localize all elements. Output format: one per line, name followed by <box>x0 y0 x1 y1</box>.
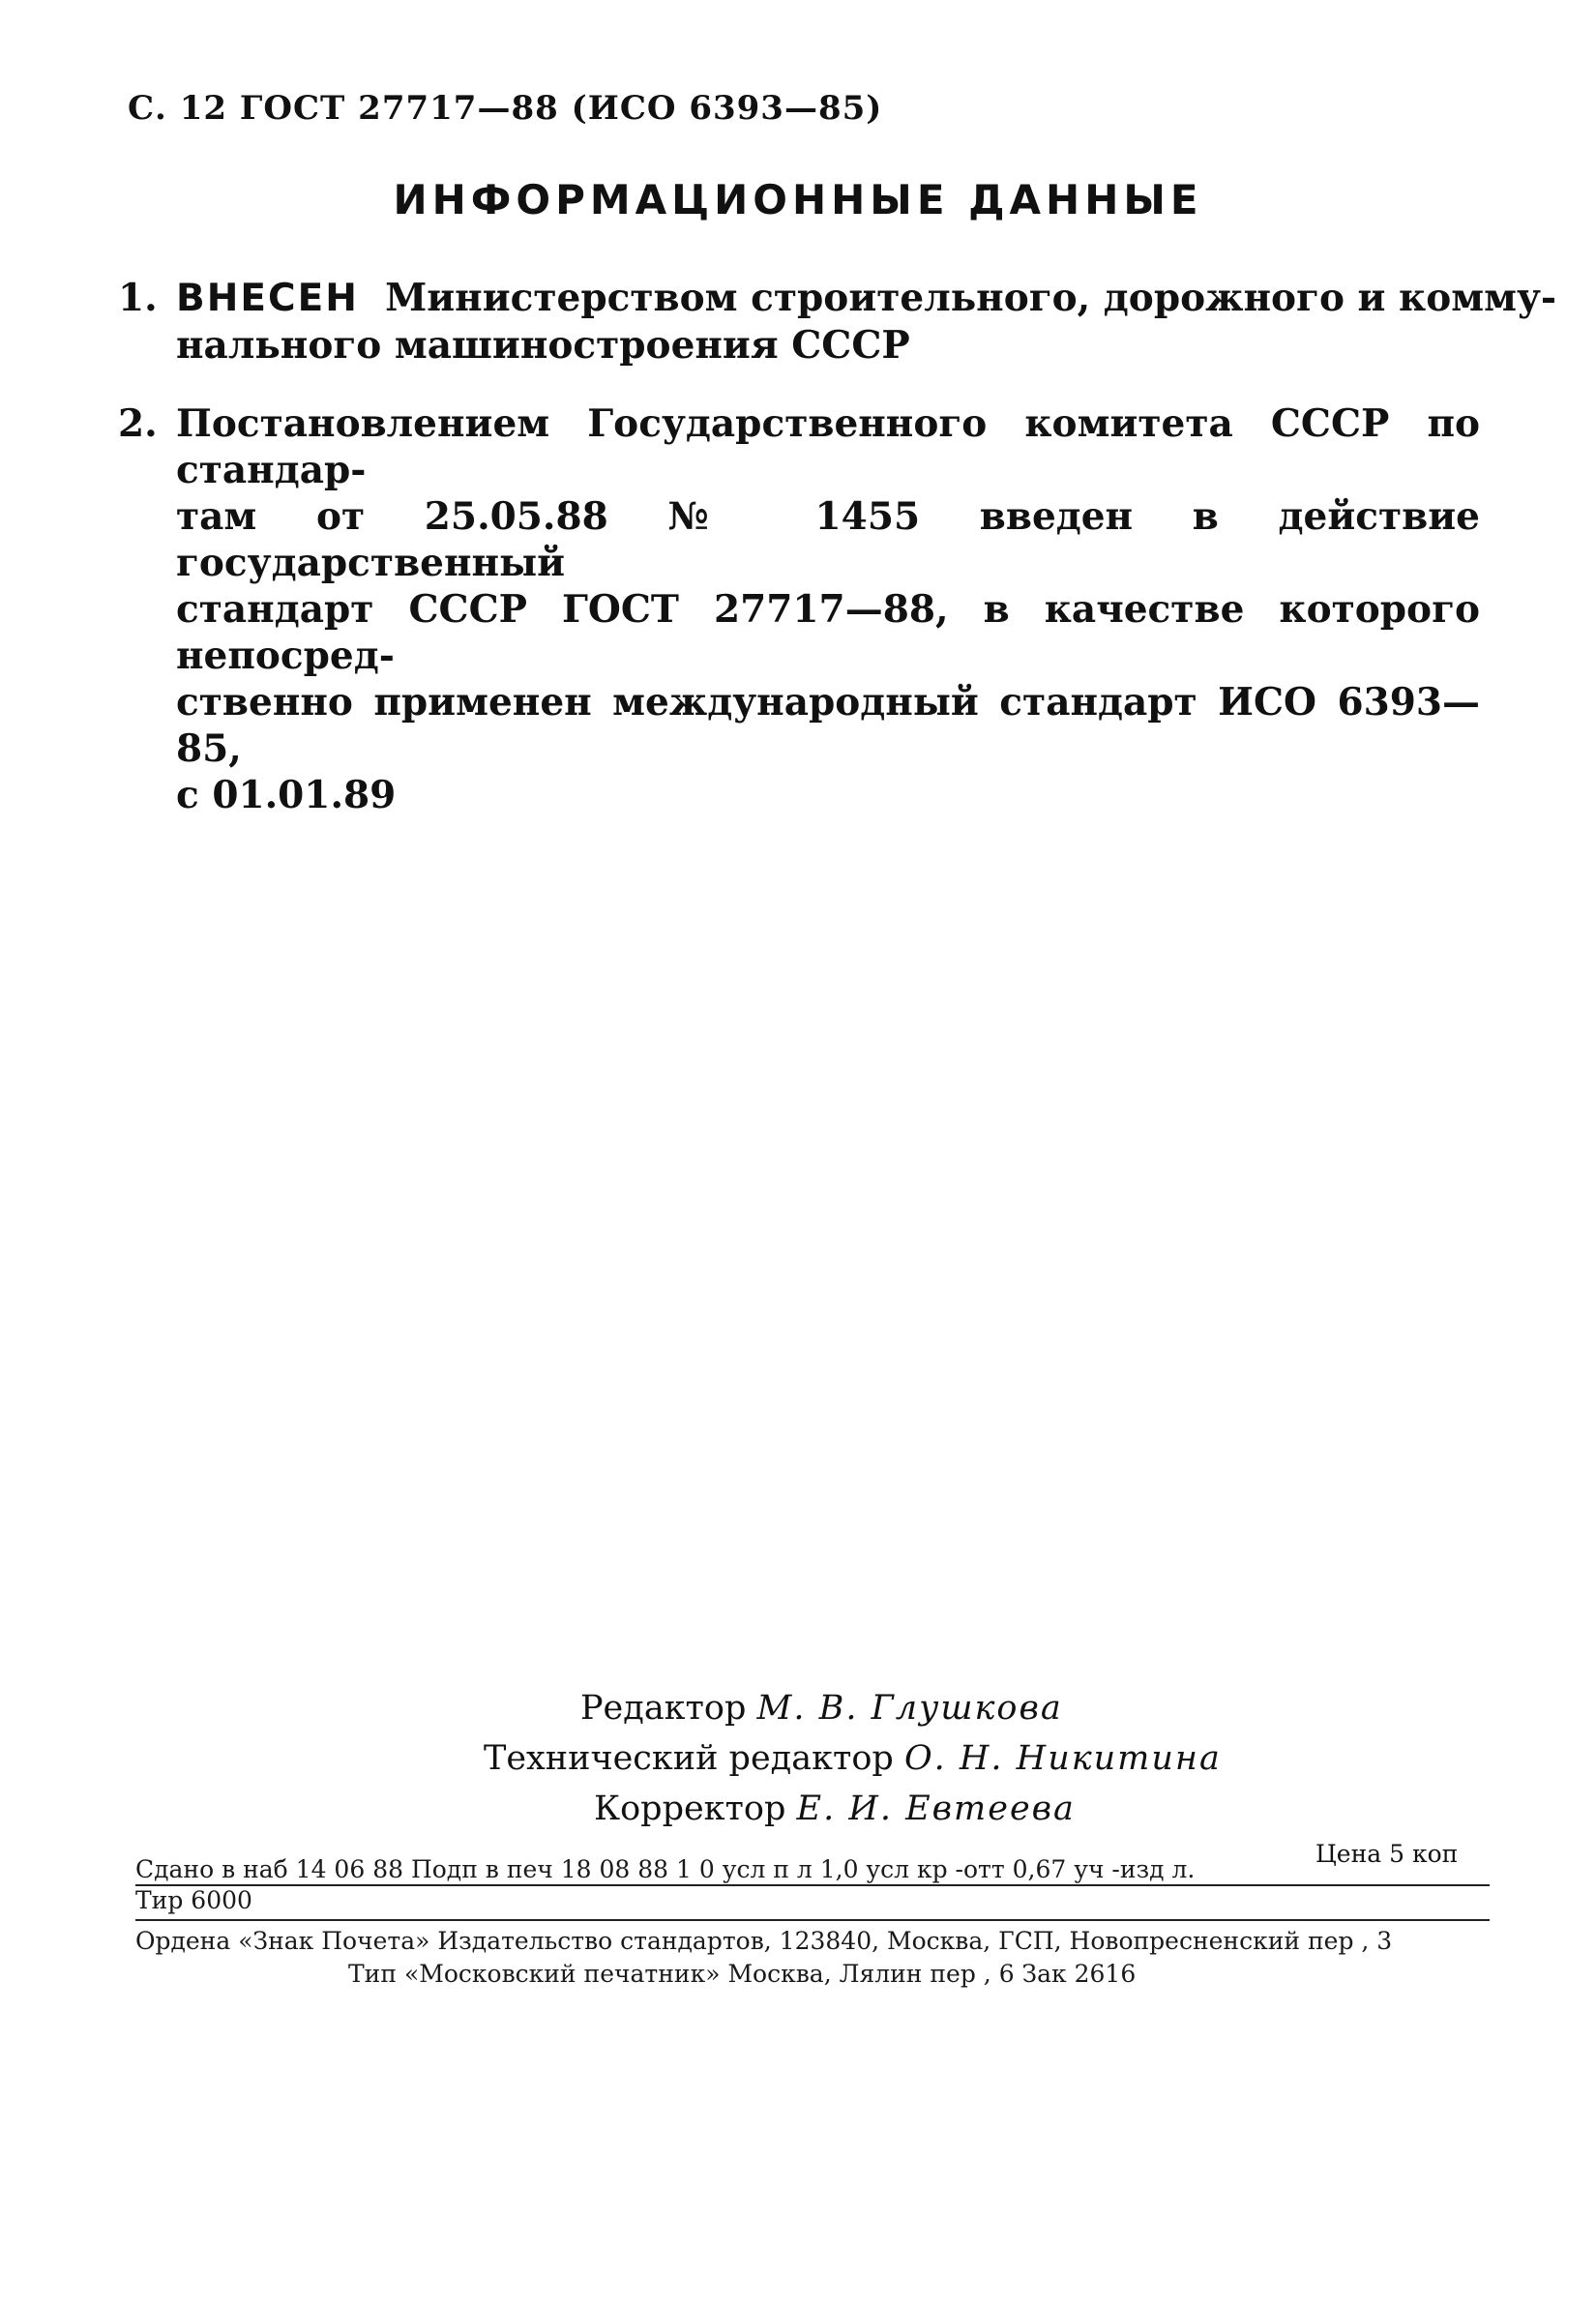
editor-label: Редактор <box>580 1689 747 1728</box>
tech-editor-name: О. Н. Никитина <box>903 1739 1222 1778</box>
item-2-line-1: Постановлением Государственного комитета СССР по стандар- <box>176 401 1480 492</box>
imprint-divider <box>135 1919 1490 1921</box>
running-head: С. 12 ГОСТ 27717—88 (ИСО 6393—85) <box>128 89 883 128</box>
item-number: 2. <box>118 401 158 446</box>
imprint-line-1: Сдано в наб 14 06 88 Подп в печ 18 08 88 1 0 усл п л 1,0 усл кр -отт 0,67 уч -изд л. <box>135 1855 1196 1883</box>
item-2-line-2: там от 25.05.88 № 1455 введен в действие государственный <box>176 494 1480 585</box>
item-2-line-4: ственно применен международный стандарт ИСО 6393—85, <box>176 680 1480 771</box>
item-number: 1. <box>118 276 158 320</box>
item-1-line-1 <box>176 275 1557 322</box>
corrector-name: Е. И. Евтеева <box>796 1789 1076 1828</box>
corrector-row <box>594 1784 1596 1834</box>
credits-block <box>0 1683 1596 1834</box>
tech-editor-label: Технический редактор <box>484 1739 894 1778</box>
page-title: ИНФОРМАЦИОННЫЕ ДАННЫЕ <box>393 176 1203 223</box>
item-1-line-2: нального машиностроения СССР <box>176 323 910 368</box>
item-1-lead: ВНЕСЕН <box>176 277 359 320</box>
item-1-line-1-text: Министерством строительного, дорожного и комму- <box>385 276 1557 320</box>
item-2-line-5: с 01.01.89 <box>176 773 397 817</box>
item-2-line-3: стандарт СССР ГОСТ 27717—88, в качестве которого непосред- <box>176 587 1480 678</box>
imprint-line-4: Тип «Московский печатник» Москва, Лялин пер , 6 Зак 2616 <box>348 1960 1137 1988</box>
imprint-line-3: Ордена «Знак Почета» Издательство стандартов, 123840, Москва, ГСП, Новопресненский пер , 3 <box>135 1927 1393 1955</box>
info-item-1 <box>118 275 1557 369</box>
editor-name: М. В. Глушкова <box>756 1689 1063 1728</box>
imprint-price: Цена 5 коп <box>1315 1840 1459 1868</box>
info-item-2 <box>118 400 1480 818</box>
imprint-line-2: Тир 6000 <box>135 1886 252 1914</box>
editor-row <box>580 1683 1596 1733</box>
corrector-label: Корректор <box>594 1789 786 1828</box>
tech-editor-row <box>484 1733 1596 1784</box>
